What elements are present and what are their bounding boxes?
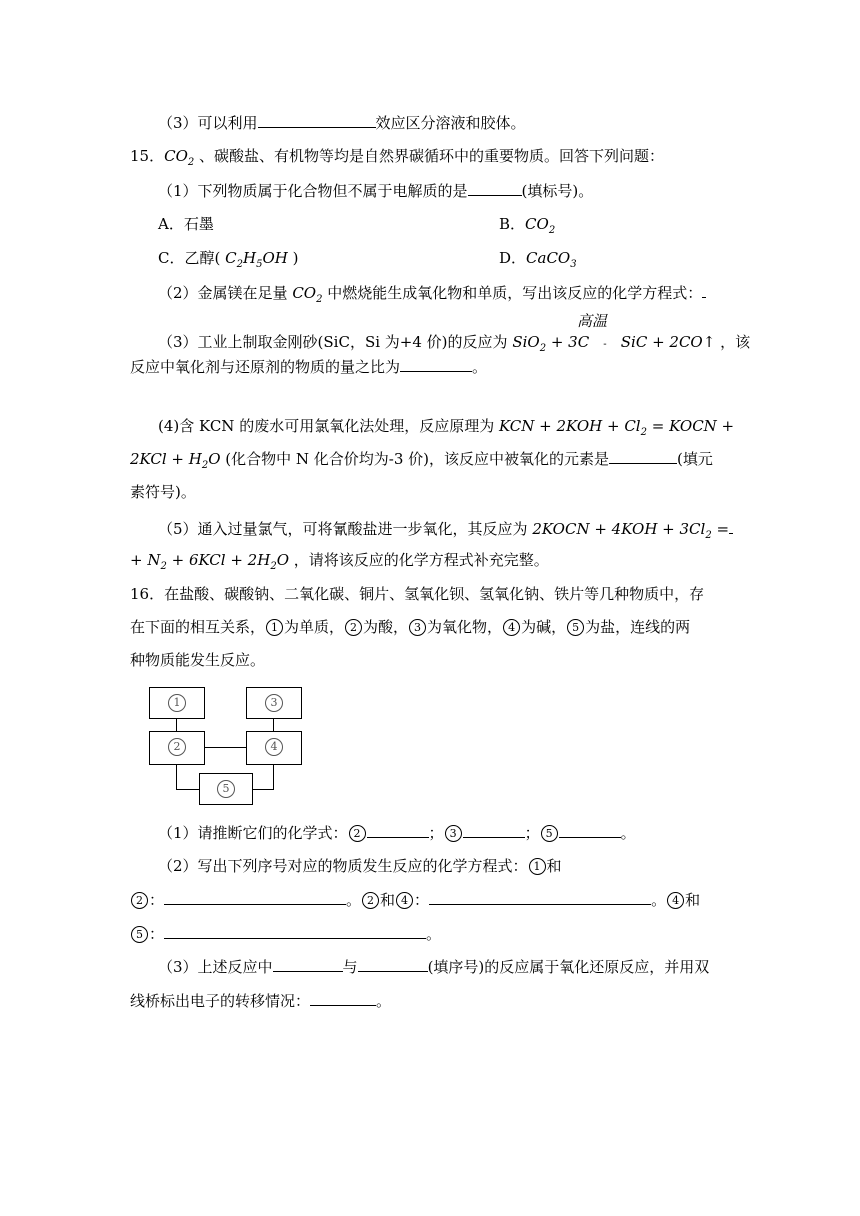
connector (273, 717, 274, 731)
q16-part2-line2: 2 ： 。 2 和 4 ： 。 4 和 (130, 889, 700, 910)
q16-stem-line2: 在下面的相互关系， 1 为单质， 2 为酸， 3 为氧化物， 4 为碱， 5 为盐，连线的两 (130, 618, 691, 636)
answer-blank[interactable] (429, 889, 651, 905)
q15-part3: （3）工业上制取金刚砂(SiC，Si 为+4 价)的反应为 SiO$_2$ + 3C - SiC + 2CO↑ ，该 (158, 333, 751, 354)
answer-blank[interactable] (273, 956, 343, 972)
q16-part2-line3: 5 ： 。 (130, 923, 441, 944)
reaction-condition: 高温 (577, 312, 608, 330)
answer-blank[interactable] (164, 923, 426, 939)
diagram-box-4: 4 (246, 731, 302, 765)
connector (251, 789, 274, 790)
diagram-box-2: 2 (149, 731, 205, 765)
q14-part3: （3）可以利用 效应区分溶液和胶体。 (158, 114, 526, 132)
q15-part4-line2: $2KCl + H_2O$ (化合物中 N 化合价均为-3 价)，该反应中被氧化的元素是 (填元 (130, 450, 713, 471)
q15-part5: （5）通入过量氯气，可将氰酸盐进一步氧化，其反应为 2KOCN + $4KOH + 3Cl_2$ = (158, 518, 733, 546)
answer-blank[interactable] (164, 889, 346, 905)
q15-option-d[interactable]: D．CaCO$_3$ (499, 249, 577, 270)
q16-stem-line1: 16．在盐酸、碳酸钠、二氧化碳、铜片、氢氧化钡、氢氧化钠、铁片等几种物质中，存 (130, 585, 705, 603)
connector (176, 763, 177, 789)
q15-option-c[interactable]: C．乙醇( $C_2H_5OH$ ) (158, 249, 299, 270)
q15-part1: （1）下列物质属于化合物但不属于电解质的是 (填标号)。 (158, 182, 594, 200)
answer-blank[interactable] (310, 990, 376, 1006)
q16-part2: （2）写出下列序号对应的物质发生反应的化学方程式： 1 和 (158, 857, 562, 875)
equilibrium-sign: - (603, 339, 607, 350)
q15-part3-line2: 反应中氧化剂与还原剂的物质的量之比为 。 (130, 358, 488, 376)
answer-blank[interactable] (702, 282, 706, 298)
q16-stem-line3: 种物质能发生反应。 (130, 651, 266, 669)
answer-blank[interactable] (729, 518, 733, 534)
answer-blank[interactable] (559, 822, 621, 838)
answer-blank[interactable] (358, 956, 428, 972)
connector (176, 717, 177, 731)
answer-blank[interactable] (258, 112, 376, 128)
connector (203, 747, 246, 748)
q16-part3: （3）上述反应中 与 (填序号)的反应属于氧化还原反应，并用双 (158, 958, 710, 976)
answer-blank[interactable] (367, 822, 429, 838)
answer-blank[interactable] (400, 356, 472, 372)
diagram-box-3: 3 (246, 687, 302, 719)
answer-blank[interactable] (468, 180, 522, 196)
q15-part4: (4)含 KCN 的废水可用氯氧化法处理，反应原理为 KCN + $2KOH + Cl_2$ = KOCN + (158, 417, 735, 438)
diagram-box-5: 5 (199, 773, 253, 805)
q16-part3-line2: 线桥标出电子的转移情况： 。 (130, 992, 392, 1010)
answer-blank[interactable] (609, 448, 677, 464)
q15-option-b[interactable]: B．$CO_2$ (499, 215, 556, 236)
answer-blank[interactable] (463, 822, 525, 838)
q15-stem: 15．$CO_2$ 、碳酸盐、有机物等均是自然界碳循环中的重要物质。回答下列问题： (130, 147, 665, 168)
q15-part2: （2）金属镁在足量 $CO_2$ 中燃烧能生成氧化物和单质，写出该反应的化学方程式： (158, 282, 706, 310)
connector (273, 763, 274, 789)
q15-part4-line3: 素符号)。 (130, 483, 196, 501)
q15-option-a[interactable]: A．石墨 (158, 215, 214, 233)
connector (176, 789, 200, 790)
q16-part1: （1）请推断它们的化学式： 2 ； 3 ； 5 。 (158, 824, 636, 842)
q15-part5-line2: + $N_2 + 6KCl + 2H_2O$ ，请将该反应的化学方程式补充完整。 (130, 551, 549, 572)
diagram-box-1: 1 (149, 687, 205, 719)
